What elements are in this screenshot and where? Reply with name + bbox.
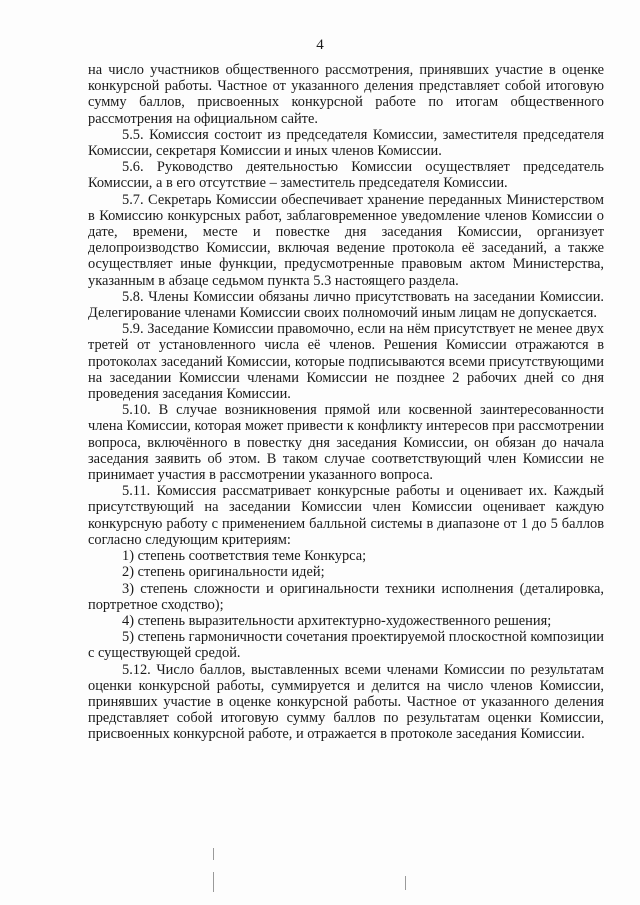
paragraph-5-9: 5.9. Заседание Комиссии правомочно, если на нём присутствует не менее двух третей от установленного числа её членов. Решения Комиссии отражаются в протоколах заседаний Комиссии, которые подписываются всеми присутствующими на заседании Комиссии членами Комиссии не позднее 2 рабочих дней со дня проведения заседания Комиссии. <box>88 321 604 403</box>
criterion-item-4: 4) степень выразительности архитектурно-художественного решения; <box>122 612 552 629</box>
paragraph-continuation: на число участников общественного рассмотрения, принявших участие в оценке конкурсной работы. Частное от указанного деления представляет собой итоговую сумму баллов, присвоенных конкурсной работе по итогам общественного рассмотрения на официальном сайте. <box>88 62 604 127</box>
paragraph-5-7: 5.7. Секретарь Комиссии обеспечивает хранение переданных Министерством в Комиссию конкурсных работ, заблаговременное уведомление членов Комиссии о дате, времени, месте и повестке дня заседания Комиссии, организует делопроизводство Комиссии, включая ведение протокола её заседаний, а также осуществляет иные функции, предусмотренные правовым актом Министерства, указанным в абзаце седьмом пункта 5.3 настоящего раздела. <box>88 191 604 289</box>
paragraph-5-12: 5.12. Число баллов, выставленных всеми членами Комиссии по результатам оценки конкурсной работы, суммируется и делится на число членов Комиссии, принявших участие в оценке конкурсной работы. Частное от указанного деления представляет собой итоговую сумму баллов по результатам оценки Комиссии, присвоенных конкурсной работе, и отражается в протоколе заседания Комиссии. <box>88 661 604 743</box>
paragraph-5-11: 5.11. Комиссия рассматривает конкурсные работы и оценивает их. Каждый присутствующий на заседании Комиссии член Комиссии оценивает каждую конкурсную работу с применением балльной системы в диапазоне от 1 до 5 баллов согласно следующим критериям: <box>88 483 604 548</box>
scan-mark <box>213 848 214 860</box>
paragraph-5-8: 5.8. Члены Комиссии обязаны лично присутствовать на заседании Комиссии. Делегирование членами Комиссии своих полномочий иным лицам не допускается. <box>88 288 604 322</box>
criterion-item-5: 5) степень гармоничности сочетания проектируемой плоскостной композиции с существующей средой. <box>88 629 604 662</box>
criterion-item-2: 2) степень оригинальности идей; <box>122 564 325 581</box>
paragraph-5-6: 5.6. Руководство деятельностью Комиссии осуществляет председатель Комиссии, а в его отсутствие – заместитель председателя Комиссии. <box>88 159 604 192</box>
criterion-item-3: 3) степень сложности и оригинальности техники исполнения (деталировка, портретное сходство); <box>88 580 604 613</box>
document-body <box>88 62 604 743</box>
paragraph-5-5: 5.5. Комиссия состоит из председателя Комиссии, заместителя председателя Комиссии, секретаря Комиссии и иных членов Комиссии. <box>88 126 604 160</box>
page-number: 4 <box>316 37 324 53</box>
criterion-item-1: 1) степень соответствия теме Конкурса; <box>122 548 367 565</box>
scan-mark <box>405 876 406 890</box>
paragraph-5-10: 5.10. В случае возникновения прямой или косвенной заинтересованности члена Комиссии, которая может привести к конфликту интересов при рассмотрении вопроса, включённого в повестку дня заседания Комиссии, он обязан до начала заседания заявить об этом. В таком случае соответствующий член Комиссии не принимает участия в рассмотрении указанного вопроса. <box>88 402 604 484</box>
scan-mark <box>213 872 214 892</box>
